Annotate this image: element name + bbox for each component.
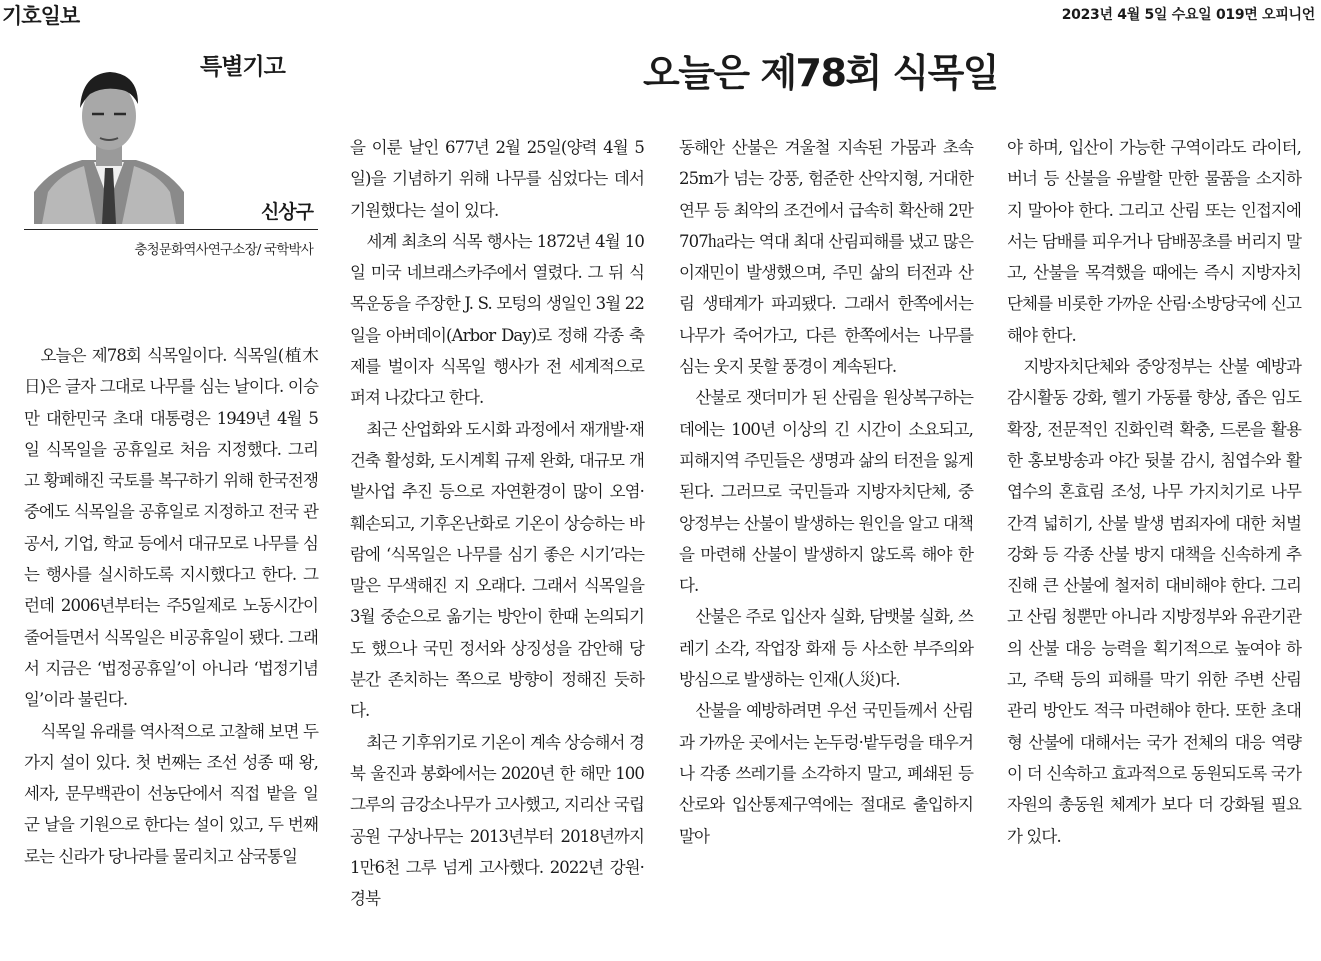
paragraph: 산불을 예방하려면 우선 국민들께서 산림과 가까운 곳에서는 논두렁·밭두렁을 태우거나 각종 쓰레기를 소각하지 말고, 폐쇄된 등산로와 입산통제구역에는 절대로 출입하지 말아 [679, 701, 973, 846]
body-column-2 [350, 132, 644, 914]
paragraph: 최근 산업화와 도시화 과정에서 재개발·재건축 활성화, 도시계획 규제 완화, 대규모 개발사업 추진 등으로 자연환경이 많이 오염·훼손되고, 기후온난화로 기온이 상승하는 바람에 ‘식목일은 나무를 심기 좋은 시기’라는 말은 무색해진 지 오래다. 그래서 식목일을 3월 중순으로 옮기는 방안이 한때 논의되기도 했으나 국민 정서와 상징성을 감안해 당분간 존치하는 쪽으로 방향이 정해진 듯하다. [350, 419, 644, 721]
masthead [0, 0, 1321, 28]
body-column-1 [24, 340, 318, 872]
paragraph: 식목일 유래를 역사적으로 고찰해 보면 두 가지 설이 있다. 첫 번째는 조선 성종 때 왕, 세자, 문무백관이 선농단에서 직접 밭을 일군 날을 기원으로 한다는 설이 있고, 두 번째로는 신라가 당나라를 물리치고 삼국통일 [24, 721, 318, 866]
paragraph: 세계 최초의 식목 행사는 1872년 4월 10일 미국 네브래스카주에서 열렸다. 그 뒤 식목운동을 주장한 J. S. 모텅의 생일인 3월 22일을 아버데이(Arbor Day)로 정해 각종 축제를 벌이자 식목일 행사가 전 세계적으로 퍼져 나갔다고 한다. [350, 231, 644, 408]
article-headline: 오늘은 제78회 식목일 [643, 51, 999, 95]
paragraph: 야 하며, 입산이 가능한 구역이라도 라이터, 버너 등 산불을 유발할 만한 물품을 소지하지 말아야 한다. 그리고 산림 또는 인접지에서는 담배를 피우거나 담배꽁초를 버리지 말고, 산불을 목격했을 때에는 즉시 지방자치단체를 비롯한 가까운 산림·소방당국에 신고해야 한다. [1007, 138, 1301, 345]
author-title: 충청문화역사연구소장/ 국학박사 [134, 242, 313, 258]
body-column-3 [679, 132, 973, 852]
paragraph: 최근 기후위기로 기온이 계속 상승해서 경북 울진과 봉화에서는 2020년 한 해만 100그루의 금강소나무가 고사했고, 지리산 국립공원 구상나무는 2013년부터 2018년까지 1만6천 그루 넘게 고사했다. 2022년 강원·경북 [350, 732, 644, 909]
author-photo [34, 52, 184, 224]
newspaper-logo: 기호일보 [2, 4, 80, 28]
section-kicker: 특별기고 [200, 54, 285, 80]
paragraph: 오늘은 제78회 식목일이다. 식목일(植木日)은 글자 그대로 나무를 심는 날이다. 이승만 대한민국 초대 대통령은 1949년 4월 5일 식목일을 공휴일로 처음 지정했다. 그리고 황폐해진 국토를 복구하기 위해 한국전쟁 중에도 식목일을 공휴일로 지정하고 전국 관공서, 기업, 학교 등에서 대규모로 나무를 심는 행사를 실시하도록 지시했다고 한다. 그런데 2006년부터는 주5일제로 노동시간이 줄어들면서 식목일은 비공휴일이 됐다. 그래서 지금은 ‘법정공휴일’이 아니라 ‘법정기념일’이라 불린다. [24, 346, 318, 710]
paragraph: 을 이룬 날인 677년 2월 25일(양력 4월 5일)을 기념하기 위해 나무를 심었다는 데서 기원했다는 설이 있다. [350, 138, 644, 220]
author-name: 신상구 [260, 201, 313, 223]
body-column-4 [1007, 132, 1301, 852]
paragraph: 산불로 잿더미가 된 산림을 원상복구하는 데에는 100년 이상의 긴 시간이 소요되고, 피해지역 주민들은 생명과 삶의 터전을 잃게 된다. 그러므로 국민들과 지방자치단체, 중앙정부는 산불이 발생하는 원인을 알고 대책을 마련해 산불이 발생하지 않도록 해야 한다. [679, 388, 973, 596]
paragraph: 지방자치단체와 중앙정부는 산불 예방과 감시활동 강화, 헬기 가동률 향상, 좁은 임도 확장, 전문적인 진화인력 확충, 드론을 활용한 홍보방송과 야간 뒷불 감시, 침엽수와 활엽수의 혼효림 조성, 나무 가지치기로 나무 간격 넓히기, 산불 발생 범죄자에 대한 처벌 강화 등 각종 산불 방지 대책을 신속하게 추진해 큰 산불에 철저히 대비해야 한다. 그리고 산림 청뿐만 아니라 지방정부와 유관기관의 산불 대응 능력을 획기적으로 높여야 하고, 주택 등의 피해를 막기 위한 주변 산림 관리 방안도 적극 마련해야 한다. 또한 초대형 산불에 대해서는 국가 전체의 대응 역량이 더 신속하고 효과적으로 동원되도록 국가자원의 총동원 체계가 보다 더 강화될 필요가 있다. [1007, 357, 1301, 846]
author-divider [24, 229, 318, 230]
paragraph: 동해안 산불은 겨울철 지속된 가뭄과 초속 25m가 넘는 강풍, 험준한 산악지형, 거대한 연무 등 최악의 조건에서 급속히 확산해 2만707㏊라는 역대 최대 산림피해를 냈고 많은 이재민이 발생했으며, 주민 삶의 터전과 산림 생태계가 파괴됐다. 그래서 한쪽에서는 나무가 죽어가고, 다른 한쪽에서는 나무를 심는 웃지 못할 풍경이 계속된다. [679, 138, 973, 377]
paragraph: 산불은 주로 입산자 실화, 담뱃불 실화, 쓰레기 소각, 작업장 화재 등 사소한 부주의와 방심으로 발생하는 인재(人災)다. [679, 607, 973, 690]
dateline: 2023년 4월 5일 수요일 019면 오피니언 [1061, 7, 1315, 23]
